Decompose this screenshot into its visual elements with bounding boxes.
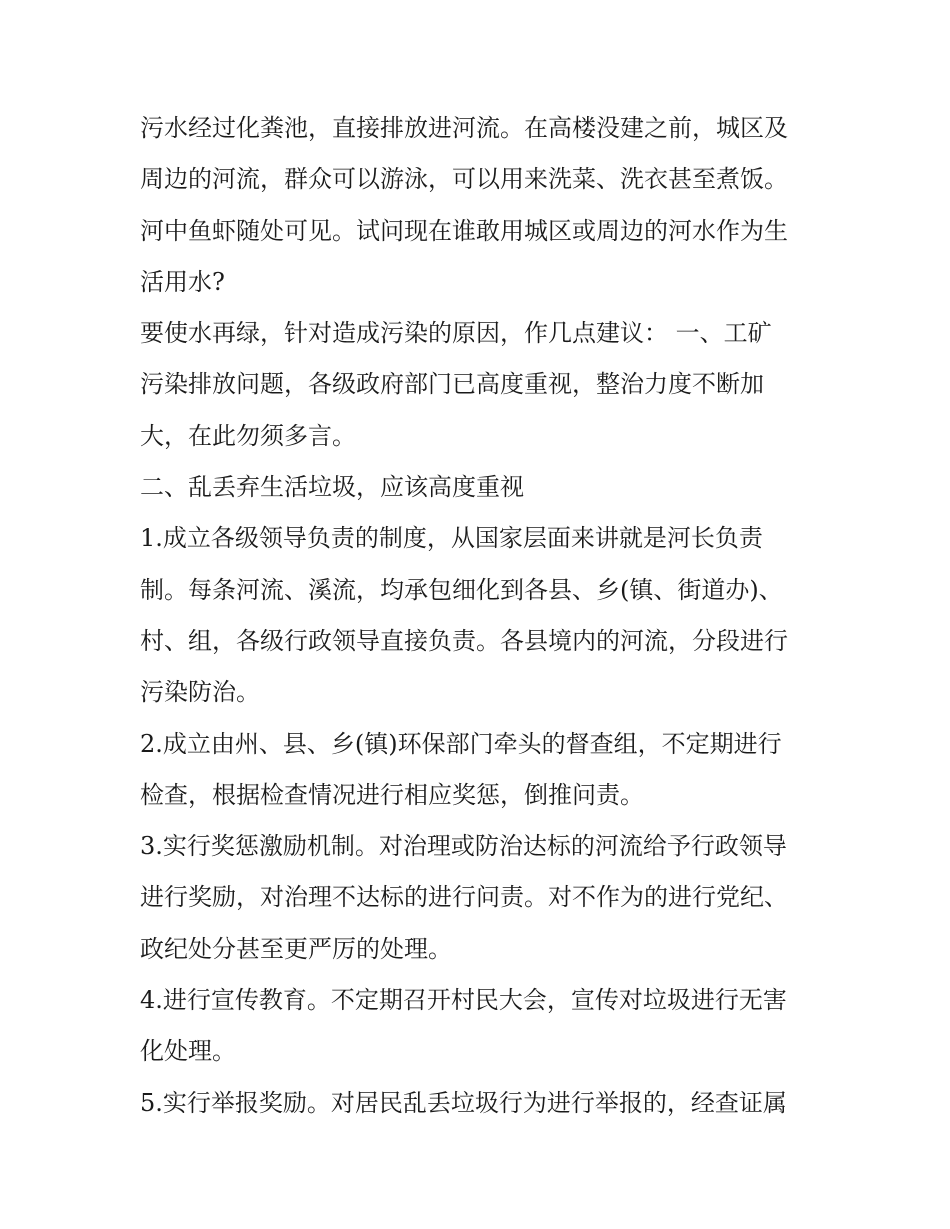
list-item-1-line: 村、组，各级行政领导直接负责。各县境内的河流，分段进行: [140, 626, 788, 655]
text-line: 污水经过化粪池，直接排放进河流。在高楼没建之前，城区及: [140, 114, 788, 142]
document-body: [140, 103, 820, 1129]
list-item-5-line: 5.实行举报奖励。对居民乱丢垃圾行为进行举报的，经查证属: [140, 1088, 787, 1117]
text-line: 活用水?: [140, 267, 225, 296]
text-line: 污染排放问题，各级政府部门已高度重视，整治力度不断加: [140, 370, 764, 399]
text-line: 河中鱼虾随处可见。试问现在谁敢用城区或周边的河水作为生: [140, 216, 788, 245]
section-heading: 二、乱丢弃生活垃圾，应该高度重视: [140, 473, 524, 502]
list-item-2-line: 检查，根据检查情况进行相应奖惩，倒推问责。: [140, 780, 644, 809]
list-item-4-line: 4.进行宣传教育。不定期召开村民大会，宣传对垃圾进行无害: [140, 986, 787, 1015]
text-line: 周边的河流，群众可以游泳，可以用来洗菜、洗衣甚至煮饭。: [140, 165, 788, 194]
list-item-4-line: 化处理。: [140, 1037, 236, 1066]
list-item-2-line: 2.成立由州、县、乡(镇)环保部门牵头的督查组，不定期进行: [140, 729, 782, 758]
list-item-1-line: 污染防治。: [140, 678, 260, 707]
list-item-1-line: 1.成立各级领导负责的制度，从国家层面来讲就是河长负责: [140, 524, 763, 553]
text-line: 大，在此勿须多言。: [140, 421, 356, 450]
list-item-3-line: 3.实行奖惩激励机制。对治理或防治达标的河流给予行政领导: [140, 832, 787, 861]
text-line: 要使水再绿，针对造成污染的原因，作几点建议： 一、工矿: [140, 319, 772, 348]
list-item-3-line: 进行奖励，对治理不达标的进行问责。对不作为的进行党纪、: [140, 883, 788, 912]
list-item-3-line: 政纪处分甚至更严厉的处理。: [140, 934, 452, 963]
list-item-1-line: 制。每条河流、溪流，均承包细化到各县、乡(镇、街道办)、: [140, 575, 783, 604]
